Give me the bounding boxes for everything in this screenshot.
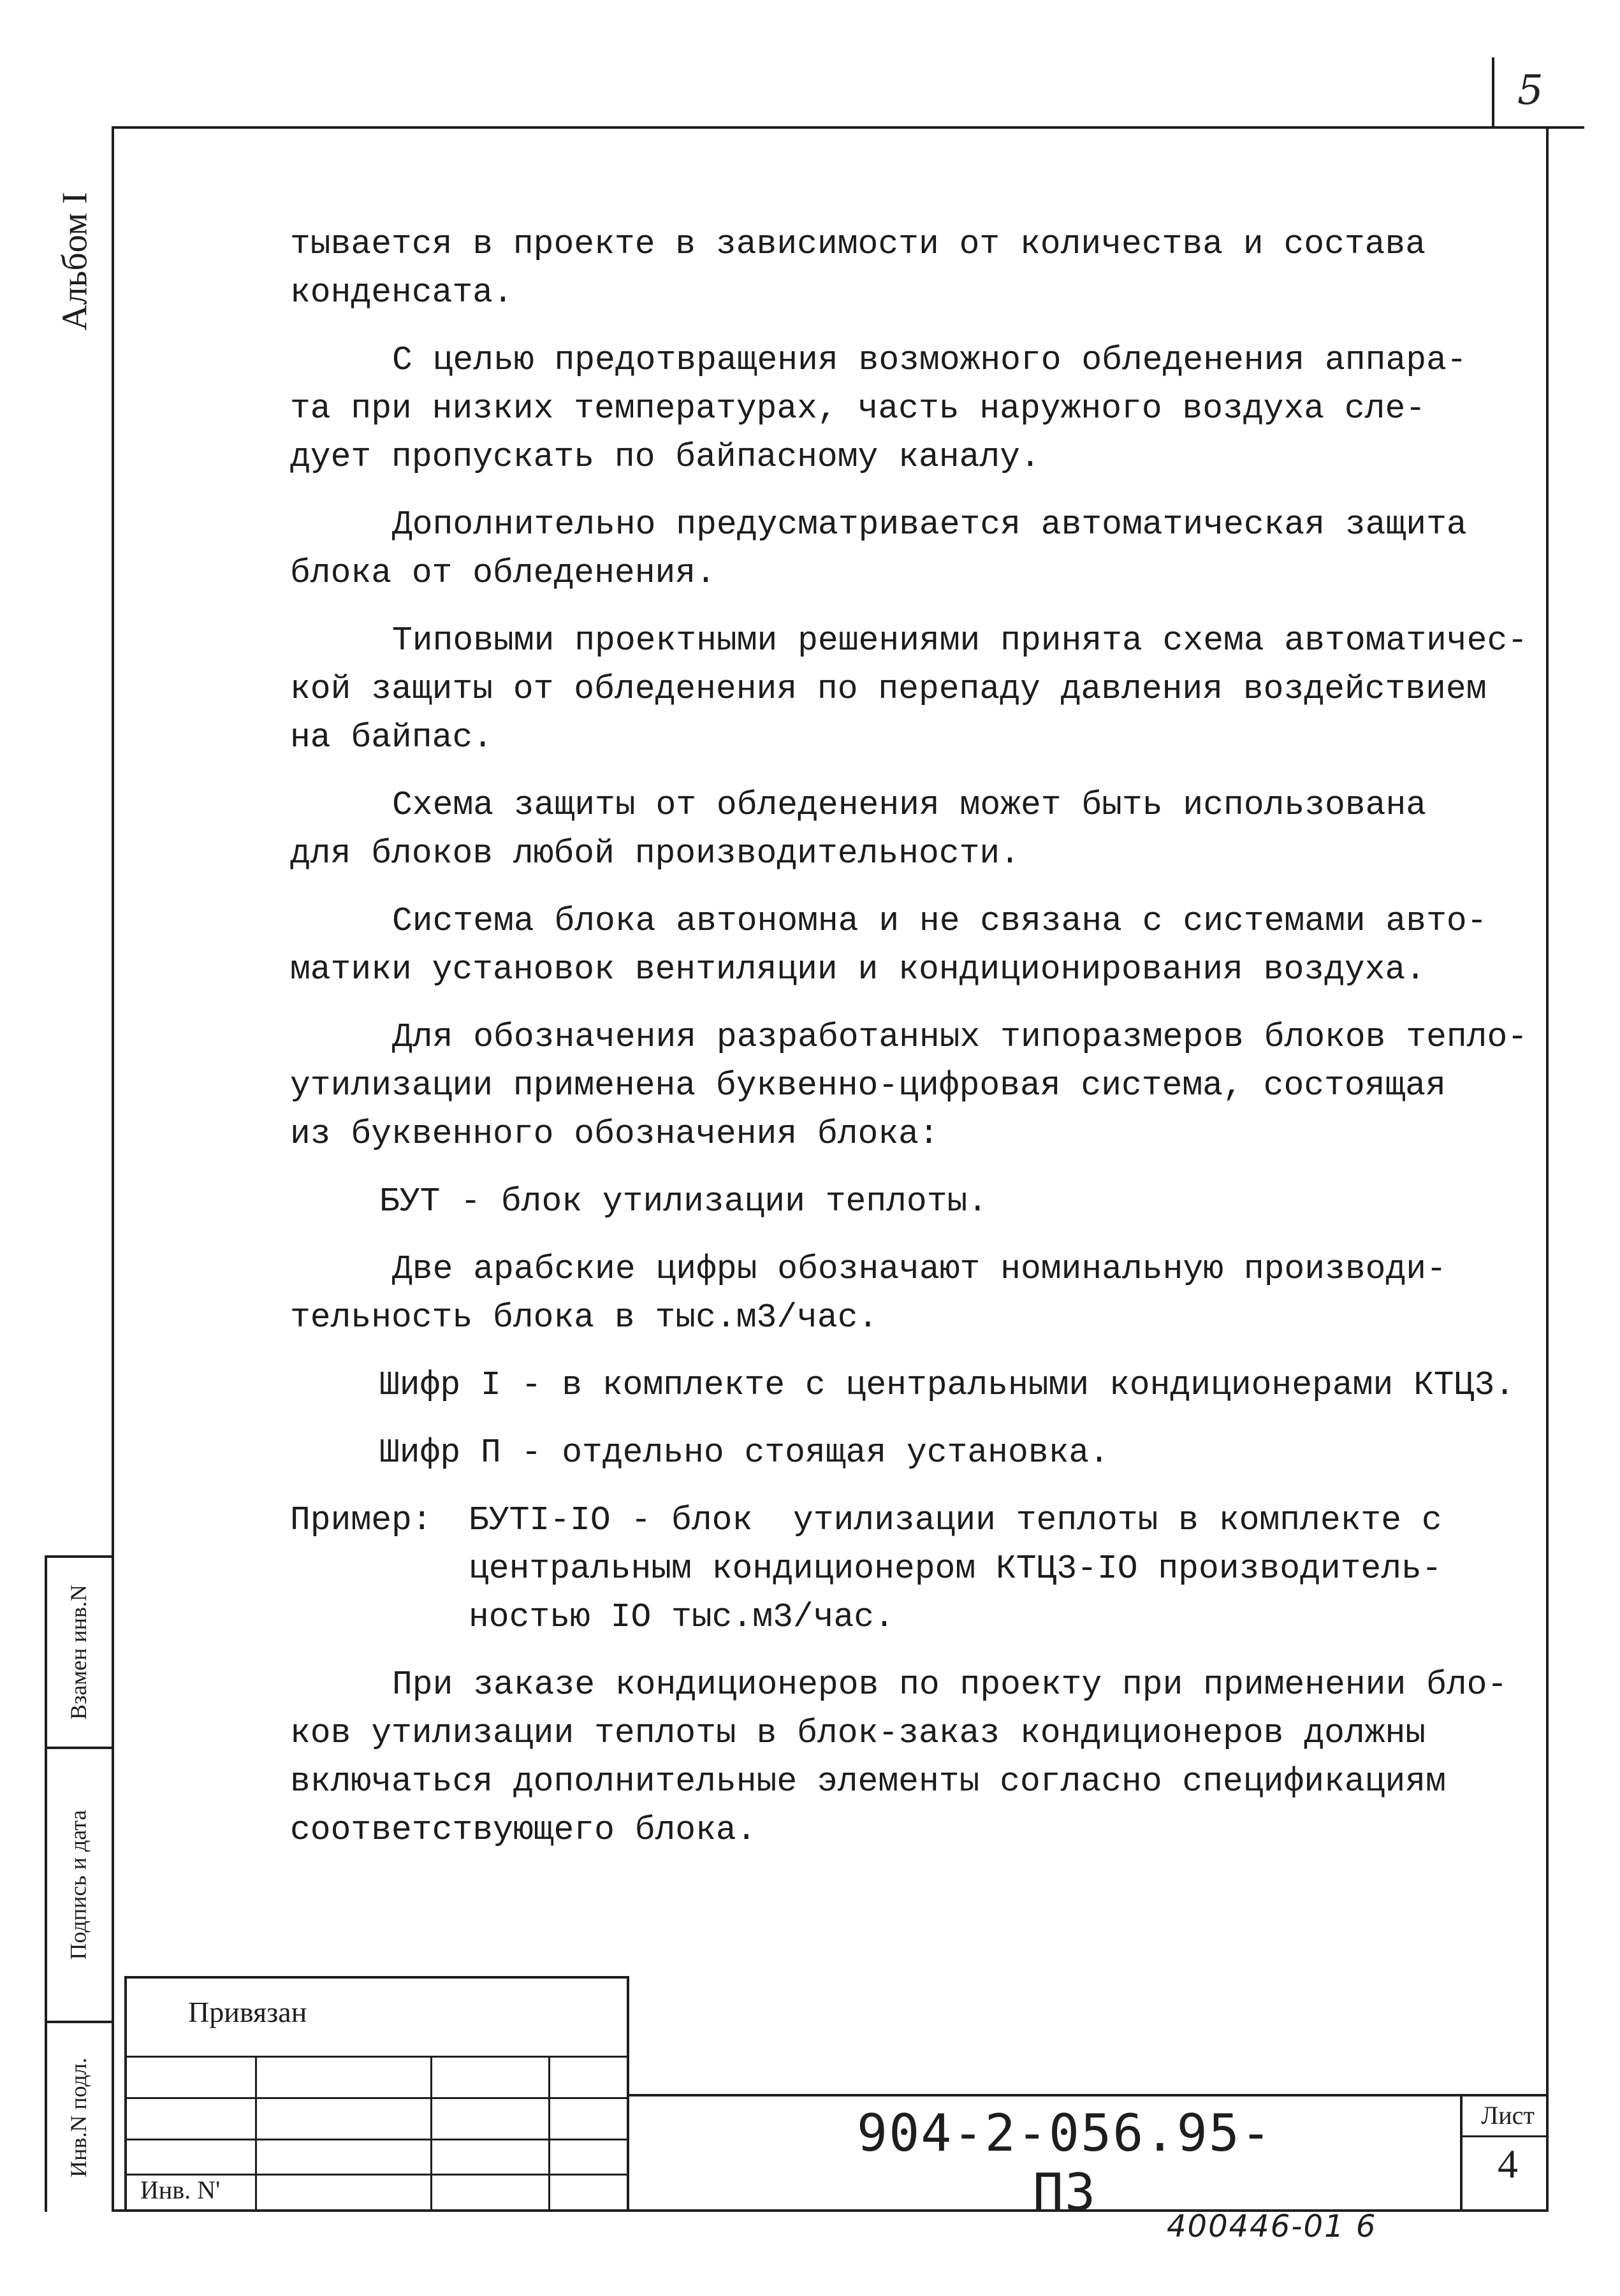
document-body <box>290 220 1559 1873</box>
document-code: 904-2-056.95-ПЗ <box>856 2103 1273 2222</box>
paragraph-9: Две арабские цифры обозначают номинальную производи- тельность блока в тыс.м3/час. <box>290 1250 1447 1337</box>
paragraph-2: С целью предотвращения возможного обледенения аппара- та при низких температурах, часть наружного воздуха сле- дует пропускать по байпасному каналу. <box>290 341 1467 476</box>
frame-top <box>112 126 1584 129</box>
example-label: Пример: <box>290 1501 432 1539</box>
frame-left <box>112 127 114 2212</box>
original-inv-label: Инв.N подл. <box>65 2058 91 2177</box>
signature-date-label: Подпись и дата <box>65 1810 91 1960</box>
attached-label: Привязан <box>188 1996 307 2028</box>
paragraph-6: Система блока автономна и не связана с системами авто- матики установок вентиляции и кондиционирования воздуха. <box>290 902 1487 989</box>
paragraph-7: Для обозначения разработанных типоразмеров блоков тепло- утилизации применена буквенно-цифровая система, состоящая из буквенного обозначения блока: <box>290 1018 1528 1153</box>
paragraph-3: Дополнительно предусматривается автоматическая защита блока от обледенения. <box>290 505 1467 592</box>
album-label: Альбом I <box>55 192 95 331</box>
paragraph-10: Шифр I - в комплекте с центральными кондиционерами КТЦ3. <box>379 1366 1515 1404</box>
paragraph-8: БУТ - блок утилизации теплоты. <box>379 1182 988 1221</box>
paragraph-1: тывается в проекте в зависимости от количества и состава конденсата. <box>290 225 1426 312</box>
example-block <box>290 1496 1559 1641</box>
inventory-label: Инв. N' <box>140 2176 221 2204</box>
paragraph-4: Типовыми проектными решениями принята схема автоматичес- кой защиты от обледенения по перепаду давления воздействием на байпас. <box>290 621 1528 757</box>
sheet-number: 4 <box>1498 2141 1518 2186</box>
replacement-inv-label: Взамен инв.N <box>65 1585 91 1720</box>
inventory-stamp: 400446-01 6 <box>1167 2209 1377 2244</box>
final-paragraph: При заказе кондиционеров по проекту при применении бло- ков утилизации теплоты в блок-заказ кондиционеров должны включаться дополнительные элементы согласно спецификациям соответствующего блока. <box>290 1666 1508 1849</box>
paragraph-11: Шифр П - отдельно стоящая установка. <box>379 1434 1109 1472</box>
example-text: БУТI-IO - блок утилизации теплоты в комплекте с центральным кондиционером КТЦ3-IO производитель- ностью IO тыс.м3/час. <box>469 1501 1442 1636</box>
page-number: 5 <box>1517 67 1543 114</box>
sheet-label: Лист <box>1481 2101 1535 2130</box>
paragraph-5: Схема защиты от обледенения может быть использована для блоков любой производительности. <box>290 786 1427 873</box>
